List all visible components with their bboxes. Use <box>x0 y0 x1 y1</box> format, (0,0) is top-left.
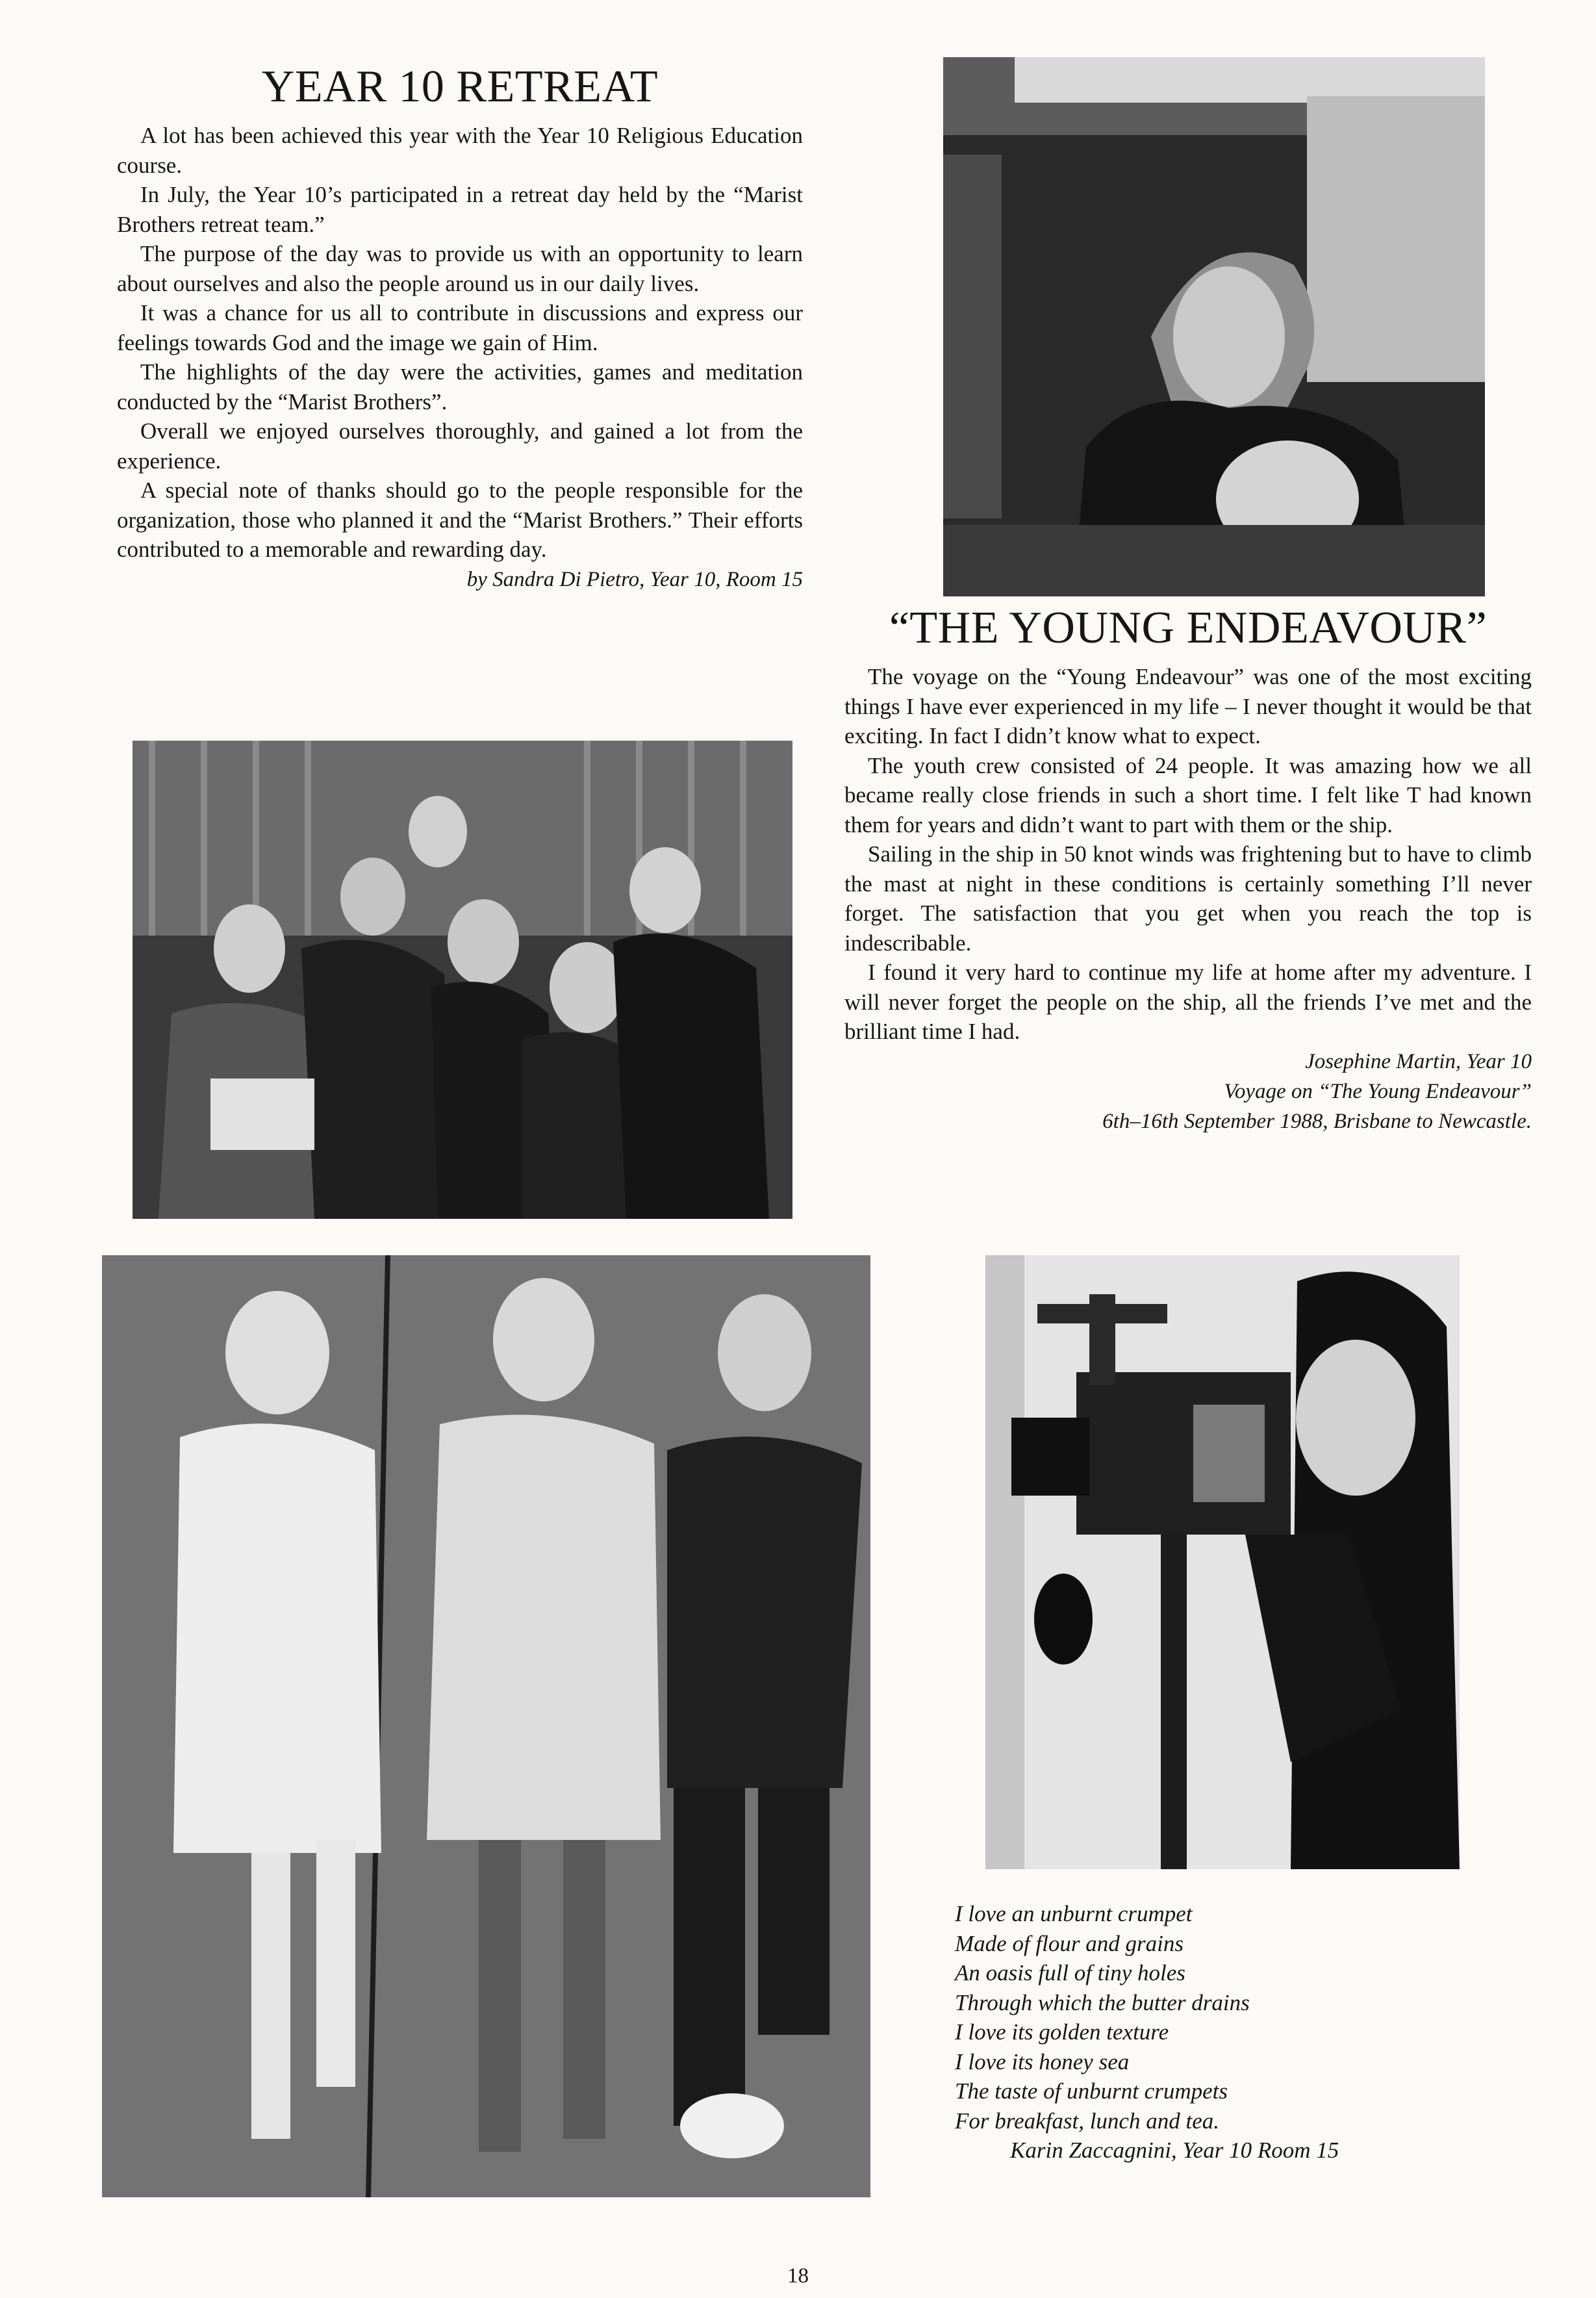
poem-line: I love its honey sea <box>955 2049 1130 2075</box>
retreat-article <box>117 62 803 594</box>
retreat-paragraph: In July, the Year 10’s participated in a retreat day held by the “Marist Brothers retreat team.” <box>117 182 803 237</box>
photo-girl-with-camera <box>985 1255 1460 1869</box>
endeavour-paragraph: Sailing in the ship in 50 knot winds was frightening but to have to climb the mast at night in these conditions is certainly something I’ll never forget. The satisfaction that you get when you reach the top is indescribable. <box>844 841 1532 956</box>
endeavour-credit-voyage: Voyage on “The Young Endeavour” <box>1224 1079 1532 1103</box>
retreat-paragraph: The highlights of the day were the activities, games and meditation conducted by the “Marist Brothers”. <box>117 359 803 415</box>
retreat-paragraph: A lot has been achieved this year with the Year 10 Religious Education course. <box>117 123 803 178</box>
retreat-title: YEAR 10 RETREAT <box>261 62 659 112</box>
poem-credit: Karin Zaccagnini, Year 10 Room 15 <box>1010 2138 1339 2163</box>
page-number: 18 <box>787 2264 809 2288</box>
endeavour-paragraph: The voyage on the “Young Endeavour” was one of the most exciting things I have ever experienced in my life – I never thought it would be that exciting. In fact I didn’t know what to expect. <box>844 664 1532 748</box>
crumpet-poem <box>955 1899 1462 2165</box>
endeavour-credit-dates: 6th–16th September 1988, Brisbane to Newcastle. <box>1102 1109 1532 1133</box>
endeavour-credit-name: Josephine Martin, Year 10 <box>1305 1049 1532 1073</box>
poem-line: Through which the butter drains <box>955 1989 1250 2015</box>
poem-line: I love an unburnt crumpet <box>955 1901 1193 1926</box>
endeavour-article <box>844 603 1532 1136</box>
photo-girl-on-bunk <box>943 57 1485 596</box>
poem-line: The taste of unburnt crumpets <box>955 2078 1228 2104</box>
retreat-byline: by Sandra Di Pietro, Year 10, Room 15 <box>466 567 803 591</box>
endeavour-title: “THE YOUNG ENDEAVOUR” <box>889 603 1488 653</box>
retreat-paragraph: It was a chance for us all to contribute in discussions and express our feelings towards God and the image we gain of Him. <box>117 300 803 355</box>
photo-girls-lying-down <box>102 1255 870 2197</box>
poem-line: An oasis full of tiny holes <box>955 1960 1185 1985</box>
endeavour-paragraph: The youth crew consisted of 24 people. It was amazing how we all became really close friends in such a short time. I felt like T had known them for years and didn’t want to part with them or the ship. <box>844 752 1532 837</box>
poem-line: I love its golden texture <box>955 2019 1169 2045</box>
poem-line: Made of flour and grains <box>955 1930 1184 1956</box>
endeavour-paragraph: I found it very hard to continue my life at home after my adventure. I will never forget the people on the ship, all the friends I’ve met and the brilliant time I had. <box>844 960 1532 1044</box>
retreat-paragraph: A special note of thanks should go to the people responsible for the organization, those who planned it and the “Marist Brothers.” Their efforts contributed to a memorable and rewarding day. <box>117 478 803 562</box>
poem-line: For breakfast, lunch and tea. <box>955 2108 1219 2134</box>
retreat-paragraph: Overall we enjoyed ourselves thoroughly, and gained a lot from the experience. <box>117 418 803 474</box>
retreat-paragraph: The purpose of the day was to provide us with an opportunity to learn about ourselves and also the people around us in our daily lives. <box>117 241 803 296</box>
photo-retreat-group <box>133 741 792 1219</box>
